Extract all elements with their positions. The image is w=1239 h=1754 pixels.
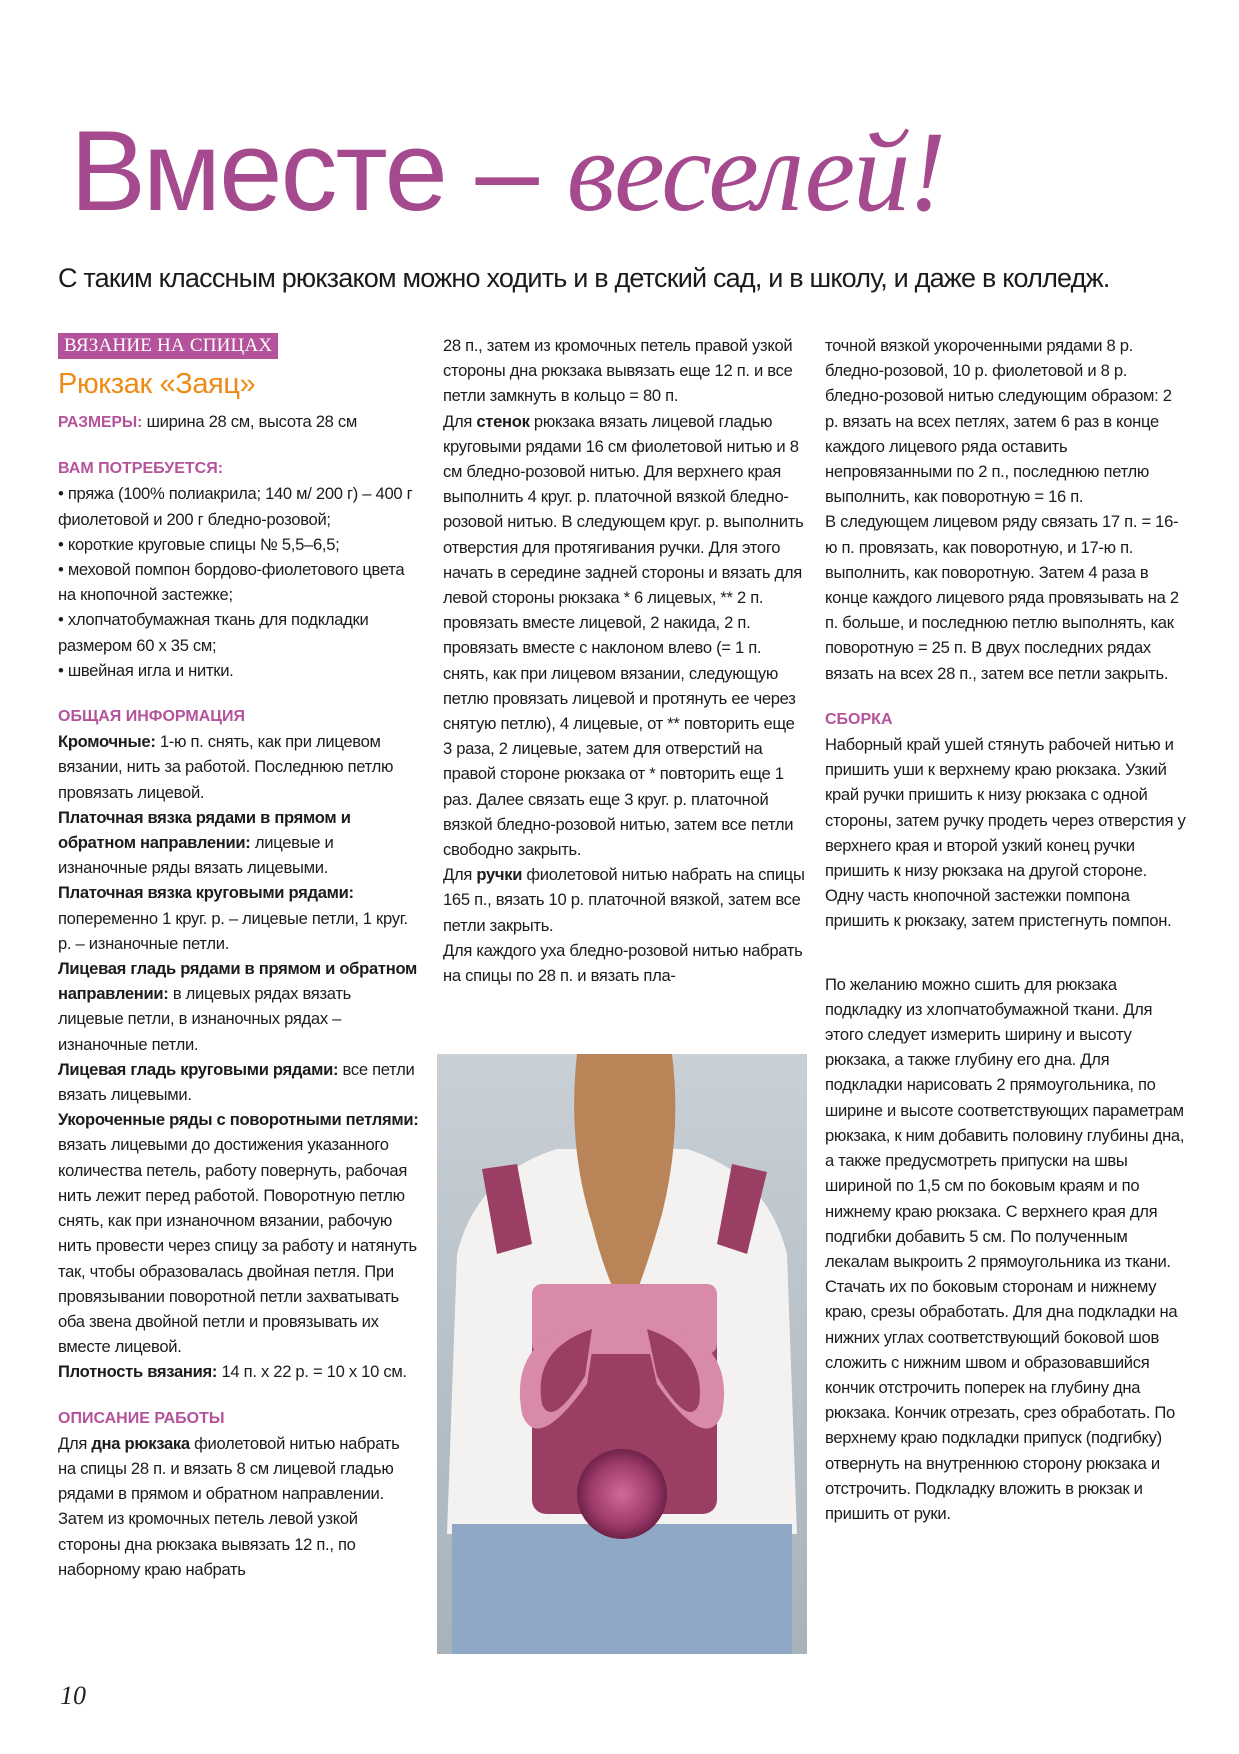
term: дна рюкзака bbox=[91, 1433, 190, 1453]
general-entry bbox=[58, 1057, 420, 1107]
description-heading: ОПИСАНИЕ РАБОТЫ bbox=[58, 1409, 225, 1427]
general-entry bbox=[58, 729, 420, 805]
general-entry bbox=[58, 956, 420, 1057]
lead-text: С таким классным рюкзаком можно ходить и в детский сад, и в школу, и даже в колледж. bbox=[58, 263, 1110, 293]
text-run: фиолетовой нитью набрать на спицы 28 п. и вязать 8 см лицевой гладью рядами в прямом и обратном направлении. Затем из кромочных петель левой узкой стороны дна рюкзака вывязать 12 п., по наборному краю набрать bbox=[58, 1433, 400, 1579]
column-2 bbox=[443, 333, 805, 988]
general-term: Платочная вязка круговыми рядами: bbox=[58, 883, 354, 903]
backpack-photo bbox=[437, 1054, 807, 1654]
page-number: 10 bbox=[60, 1681, 86, 1710]
general-term: Лицевая гладь круговыми рядами: bbox=[58, 1059, 339, 1079]
sizes-label: РАЗМЕРЫ: bbox=[58, 414, 143, 431]
backpack-illustration bbox=[437, 1054, 807, 1654]
general-term: Лицевая гладь рядами в прямом и обратном направлении: bbox=[58, 959, 418, 1004]
description-paragraph bbox=[443, 862, 805, 938]
general-term: Укороченные ряды с поворотными петлями: bbox=[58, 1110, 419, 1130]
project-title: Рюкзак «Заяц» bbox=[58, 368, 256, 400]
assembly-paragraph: Наборный край ушей стянуть рабочей нитью и пришить уши к верхнему краю рюкзака. Узкий край ручки пришить к низу рюкзака с одной стороны, затем ручку продеть через отверстия у верхнего края и второй узкий конец ручки пришить к низу рюкзака на другой стороне. Одну часть кнопочной застежки помпона пришить к рюкзаку, затем пристегнуть помпон. bbox=[825, 735, 1186, 931]
sizes-text: ширина 28 см, высота 28 см bbox=[146, 412, 358, 431]
general-term: Кромочные: bbox=[58, 732, 156, 752]
text-run: Для bbox=[58, 1433, 92, 1453]
text-run: Для bbox=[443, 411, 477, 431]
description-paragraph: В следующем лицевом ряду связать 17 п. = 16-ю п. провязать, как поворотную, и 17-ю п. выполнить, как поворотную. Затем 4 раза в конце каждого лицевого ряда провязывать на 2 п. больше, и последнюю петлю выполнять, как поворотную = 25 п. В двух последних рядах вязать на всех 28 п., затем все петли закрыть. bbox=[825, 512, 1179, 683]
text-run: Для bbox=[443, 865, 477, 885]
general-text: 1-ю п. снять, как при лицевом вязании, нить за работой. Последнюю петлю провязать лицевой. bbox=[58, 732, 394, 802]
general-heading: ОБЩАЯ ИНФОРМАЦИЯ bbox=[58, 708, 245, 726]
general-entry bbox=[58, 880, 420, 956]
description-paragraph bbox=[443, 409, 805, 863]
sizes-line bbox=[58, 409, 420, 435]
general-text: вязать лицевыми до достижения указанного количества петель, работу повернуть, рабочая нить лежит перед работой. Поворотную петлю снять, как при изнаночном вязании, рабочую нить провести через спицу за работу и натянуть так, чтобы образовалась двойная петля. При провязывании поворотной петли захватывать оба звена двойной петли и провязывать их вместе лицевой. bbox=[58, 1135, 417, 1357]
materials-item: • меховой помпон бордово-фиолетового цвета на кнопочной застежке; bbox=[58, 560, 405, 605]
title-part-2: веселей! bbox=[566, 108, 945, 235]
section-tag: ВЯЗАНИЕ НА СПИЦАХ bbox=[58, 333, 278, 359]
general-text: все петли вязать лицевыми. bbox=[58, 1059, 415, 1105]
description-paragraph: точной вязкой укороченными рядами 8 р. бледно-розовой, 10 р. фиолетовой и 8 р. бледно-розовой нитью следующим образом: 2 р. вязать на всех петлях, затем 6 раз в конце каждого лицевого ряда оставить непровязанными по 2 п., последнюю петлю выполнить, как поворотную = 16 п. bbox=[825, 336, 1172, 507]
general-entry bbox=[58, 805, 420, 881]
general-term: Платочная вязка рядами в прямом и обратном направлении: bbox=[58, 807, 351, 853]
description-paragraph bbox=[58, 1431, 420, 1582]
general-text: попеременно 1 круг. р. – лицевые петли, 1 круг. р. – изнаночные петли. bbox=[58, 908, 408, 953]
materials-item: • хлопчатобумажная ткань для подкладки размером 60 x 35 см; bbox=[58, 610, 369, 655]
general-text: в лицевых рядах вязать лицевые петли, в изнаночных рядах – изнаночные петли. bbox=[58, 984, 351, 1054]
column-3 bbox=[825, 333, 1187, 1526]
materials-heading: ВАМ ПОТРЕБУЕТСЯ: bbox=[58, 460, 224, 478]
assembly-heading: СБОРКА bbox=[825, 710, 893, 728]
text-run: рюкзака вязать лицевой гладью круговыми рядами 16 см фиолетовой нитью и 8 см бледно-розовой нитью. Для верхнего края выполнить 4 круг. р. платочной вязкой бледно-розовой нитью. В следующем круг. р. выполнить отверстия для протягивания ручки. Для этого начать в середине задней стороны и вязать для левой стороны рюкзака * 6 лицевых, ** 2 п. провязать вместе лицевой, 2 накида, 2 п. провязать вместе с наклоном влево (= 1 п. снять, как при лицевом вязании, следующую петлю провязать лицевой и протянуть ее через снятую петлю), 4 лицевые, от ** повторить еще 3 раза, 2 лицевые, затем для отверстий на правой стороне рюкзака от * повторить еще 1 раз. Далее связать еще 3 круг. р. платочной вязкой бледно-розовой нитью, затем все петли свободно закрыть. bbox=[443, 411, 804, 860]
text-run: фиолетовой нитью набрать на спицы 165 п., вязать 10 р. платочной вязкой, затем все петли закрыть. bbox=[443, 865, 805, 935]
spacer bbox=[825, 934, 1187, 972]
page-title bbox=[70, 108, 1180, 235]
general-term: Плотность вязания: bbox=[58, 1362, 218, 1382]
materials-item: • швейная игла и нитки. bbox=[58, 660, 234, 680]
assembly-paragraph: По желанию можно сшить для рюкзака подкладку из хлопчатобумажной ткани. Для этого следует измерить ширину и высоту рюкзака, а также глубину его дна. Для подкладки нарисовать 2 прямоугольника, по ширине и высоте соответствующих параметрам рюкзака, к ним добавить половину глубины дна, а также предусмотреть припуски на швы шириной по 1,5 см по боковым краям и по нижнему краю рюкзака. С верхнего края для подгибки добавить 5 см. По полученным лекалам выкроить 2 прямоугольника из ткани. Стачать их по боковым сторонам и нижнему краю, срезы обработать. Для дна подкладки на нижних углах соответствующий боковой шов сложить с нижним швом и образовавшийся кончик отстрочить поперек на глубину дна рюкзака. Кончик отрезать, срез обработать. По верхнему краю подкладки припуск (подгибку) отвернуть на внутреннюю сторону рюкзака и отстрочить. Подкладку вложить в рюкзак и пришить от руки. bbox=[825, 974, 1185, 1523]
description-paragraph: 28 п., затем из кромочных петель правой узкой стороны дна рюкзака вывязать еще 12 п. и все петли замкнуть в кольцо = 80 п. bbox=[443, 336, 793, 406]
title-part-1: Вместе – bbox=[70, 108, 567, 235]
materials-item: • короткие круговые спицы № 5,5–6,5; bbox=[58, 534, 340, 554]
term: стенок bbox=[476, 411, 530, 431]
materials-item: • пряжа (100% полиакрила; 140 м/ 200 г) – 400 г фиолетовой и 200 г бледно-розовой; bbox=[58, 484, 413, 529]
general-entry bbox=[58, 1107, 420, 1359]
general-text: лицевые и изнаночные ряды вязать лицевыми. bbox=[58, 833, 334, 878]
general-text: 14 п. x 22 р. = 10 x 10 см. bbox=[217, 1362, 407, 1382]
column-1 bbox=[58, 333, 420, 1582]
general-entry bbox=[58, 1359, 420, 1384]
description-paragraph: Для каждого уха бледно-розовой нитью набрать на спицы по 28 п. и вязать пла- bbox=[443, 940, 803, 986]
term: ручки bbox=[476, 865, 523, 885]
